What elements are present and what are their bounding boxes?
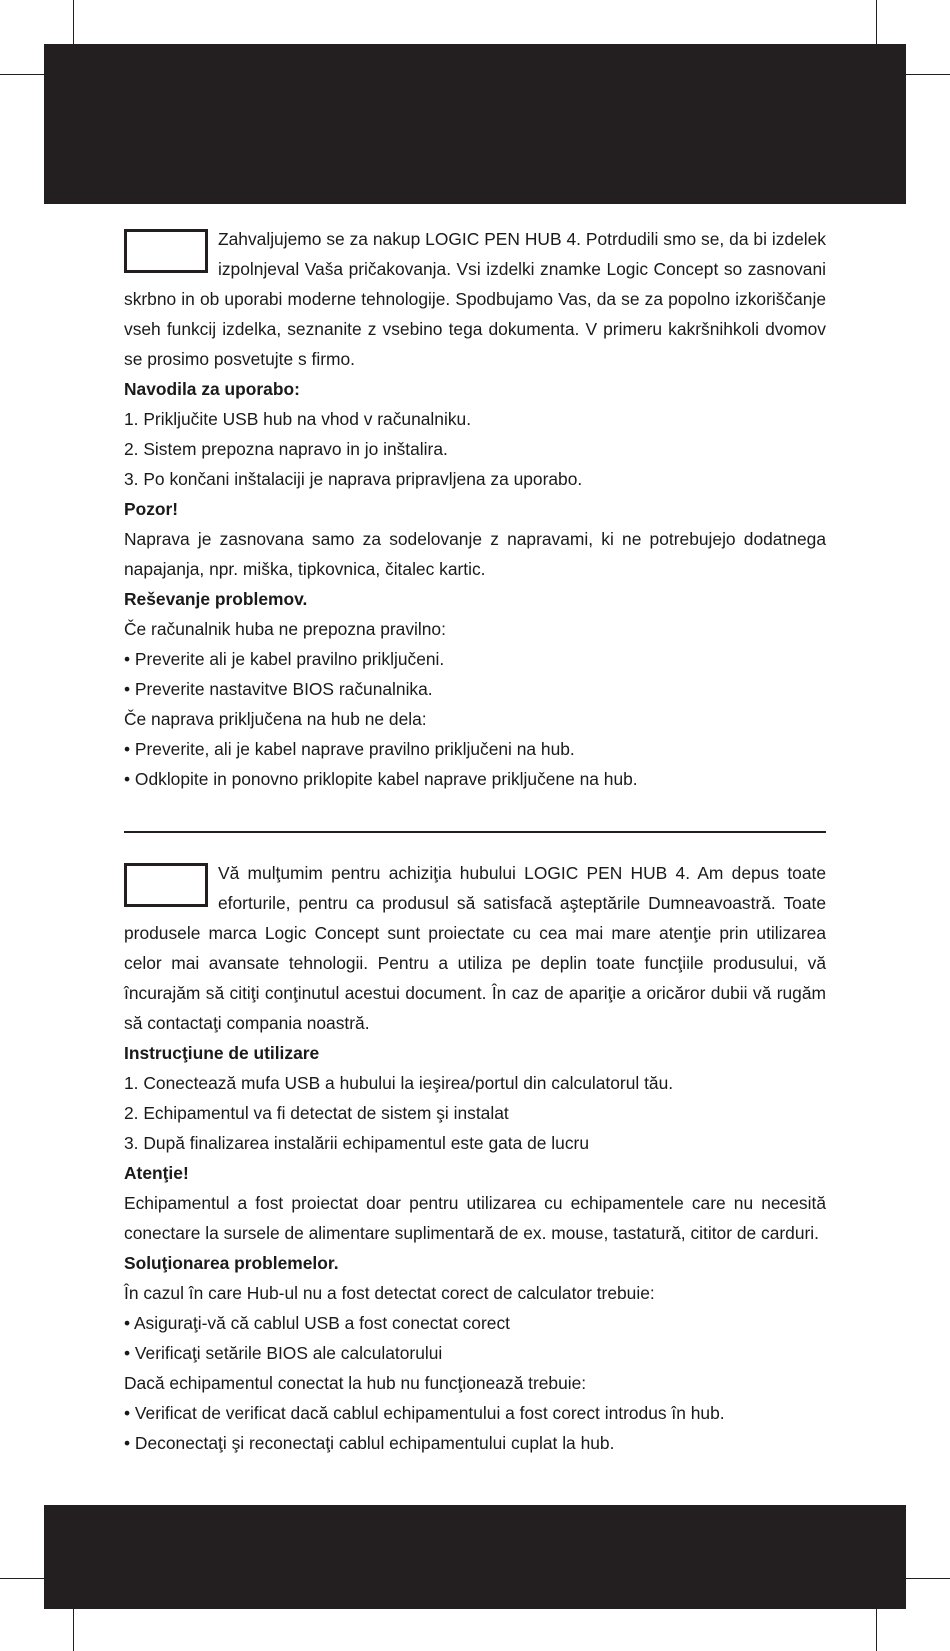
- warning-heading: Atenţie!: [124, 1163, 189, 1183]
- troubleshooting-line: • Preverite nastavitve BIOS računalnika.: [124, 679, 433, 699]
- troubleshooting-line: În cazul în care Hub-ul nu a fost detectat corect de calculator trebuie:: [124, 1283, 655, 1303]
- troubleshooting-line: • Preverite ali je kabel pravilno priključeni.: [124, 649, 445, 669]
- header-band: [44, 44, 906, 204]
- troubleshooting-heading: Soluţionarea problemelor.: [124, 1253, 339, 1273]
- warning-heading: Pozor!: [124, 499, 179, 519]
- language-flag-box: [124, 229, 208, 273]
- intro-paragraph: Vă mulţumim pentru achiziţia hubului LOGIC PEN HUB 4. Am depus toate eforturile, pentru ca produsul să satisfacă aşteptările Dumneavoastră. Toate produsele marca Logic Concept sunt proiectate cu cea mai mare atenţie prin utilizarea celor mai avansate tehnologii. Pentru a utiliza pe deplin toate funcţiile produsului, vă încurajăm să citiţi conţinutul acestui document. În caz de apariţie a oricăror dubii vă rugăm să contactaţi compania noastră.: [124, 863, 826, 1033]
- instruction-step: 2. Sistem prepozna napravo in jo inštalira.: [124, 439, 448, 459]
- crop-mark: [902, 74, 950, 75]
- troubleshooting-line: • Odklopite in ponovno priklopite kabel naprave priključene na hub.: [124, 769, 638, 789]
- instruction-step: 1. Priključite USB hub na vhod v računalniku.: [124, 409, 472, 429]
- crop-mark: [0, 74, 48, 75]
- instruction-step: 2. Echipamentul va fi detectat de sistem şi instalat: [124, 1103, 509, 1123]
- instructions-heading: Navodila za uporabo:: [124, 379, 300, 399]
- instruction-step: 3. Po končani inštalaciji je naprava pripravljena za uporabo.: [124, 469, 583, 489]
- romanian-section: [124, 858, 826, 1458]
- crop-mark: [73, 0, 74, 48]
- instruction-step: 3. După finalizarea instalării echipamentul este gata de lucru: [124, 1133, 589, 1153]
- crop-mark: [0, 1578, 48, 1579]
- warning-text: Naprava je zasnovana samo za sodelovanje z napravami, ki ne potrebujejo dodatnega napajanja, npr. miška, tipkovnica, čitalec kartic.: [124, 529, 826, 579]
- crop-mark: [73, 1603, 74, 1651]
- crop-mark: [876, 1603, 877, 1651]
- intro-paragraph: Zahvaljujemo se za nakup LOGIC PEN HUB 4. Potrdudili smo se, da bi izdelek izpolnjeval Vaša pričakovanja. Vsi izdelki znamke Logic Concept so zasnovani skrbno in ob uporabi moderne tehnologije. Spodbujamo Vas, da se za popolno izkoriščanje vseh funkcij izdelka, seznanite z vsebino tega dokumenta. V primeru kakršnihkoli dvomov se prosimo posvetujte s firmo.: [124, 229, 826, 369]
- troubleshooting-line: • Deconectaţi şi reconectaţi cablul echipamentului cuplat la hub.: [124, 1433, 615, 1453]
- troubleshooting-line: • Verificaţi setările BIOS ale calculatorului: [124, 1343, 443, 1363]
- troubleshooting-heading: Reševanje problemov.: [124, 589, 308, 609]
- section-divider: [124, 831, 826, 833]
- slovenian-section: [124, 224, 826, 794]
- language-flag-box: [124, 863, 208, 907]
- crop-mark: [876, 0, 877, 48]
- troubleshooting-line: • Preverite, ali je kabel naprave pravilno priključeni na hub.: [124, 739, 575, 759]
- instructions-heading: Instrucţiune de utilizare: [124, 1043, 320, 1063]
- crop-mark: [902, 1578, 950, 1579]
- troubleshooting-line: Dacă echipamentul conectat la hub nu funcţionează trebuie:: [124, 1373, 587, 1393]
- footer-band: [44, 1505, 906, 1609]
- troubleshooting-line: Če računalnik huba ne prepozna pravilno:: [124, 619, 446, 639]
- troubleshooting-line: • Asiguraţi-vă că cablul USB a fost conectat corect: [124, 1313, 510, 1333]
- troubleshooting-line: Če naprava priključena na hub ne dela:: [124, 709, 427, 729]
- warning-text: Echipamentul a fost proiectat doar pentru utilizarea cu echipamentele care nu necesită conectare la sursele de alimentare suplimentară de ex. mouse, tastatură, cititor de carduri.: [124, 1193, 826, 1243]
- instruction-step: 1. Conectează mufa USB a hubului la ieşirea/portul din calculatorul tău.: [124, 1073, 674, 1093]
- troubleshooting-line: • Verificat de verificat dacă cablul echipamentului a fost corect introdus în hub.: [124, 1403, 725, 1423]
